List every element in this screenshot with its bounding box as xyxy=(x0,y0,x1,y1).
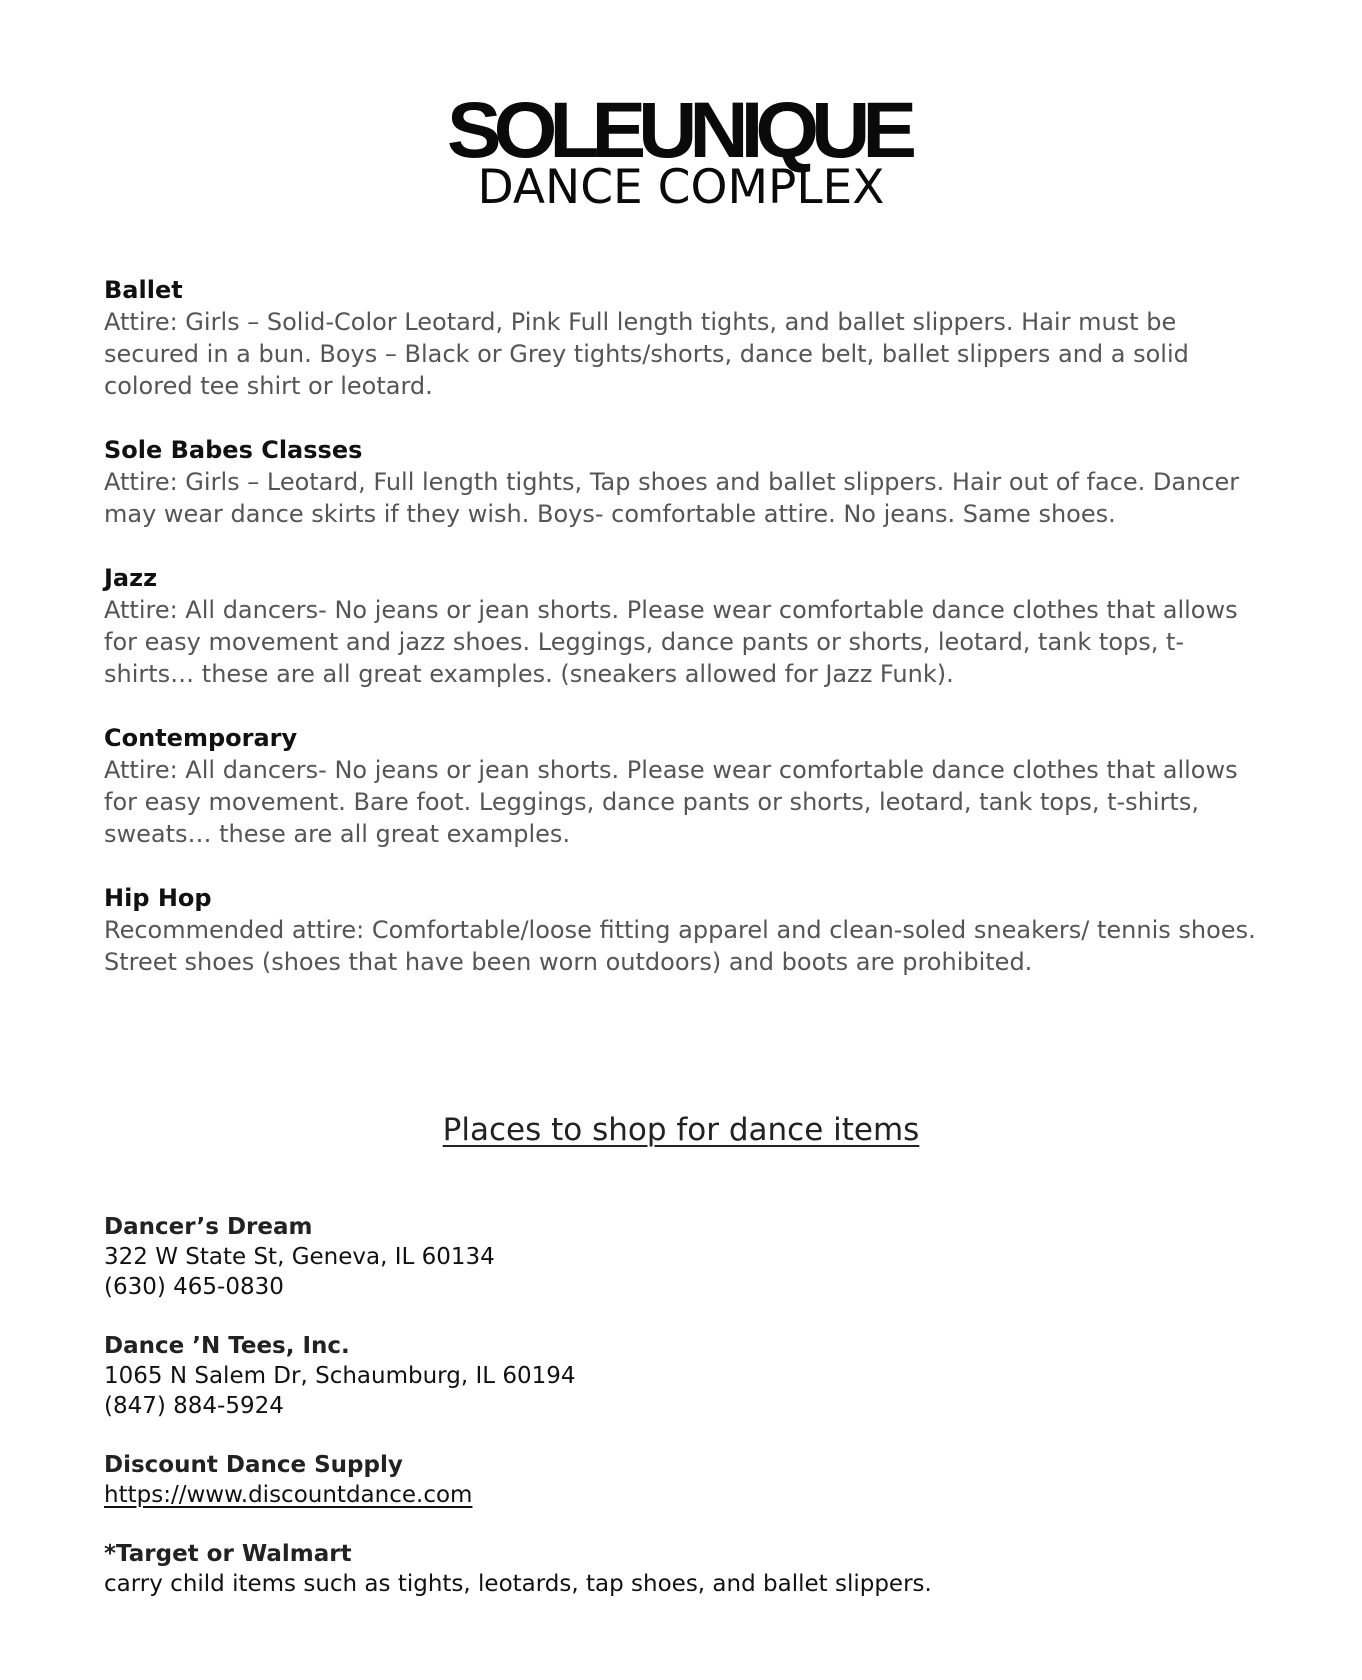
store-list xyxy=(104,1212,1264,1628)
store-dancers-dream xyxy=(104,1212,1264,1302)
store-name: Dancer’s Dream xyxy=(104,1214,313,1240)
store-address: 322 W State St, Geneva, IL 60134 xyxy=(104,1244,495,1270)
section-body: Recommended attire: Comfortable/loose fitting apparel and clean-soled sneakers/ tennis shoes. Street shoes (shoes that have been worn outdoors) and boots are prohibited. xyxy=(104,916,1256,976)
section-sole-babes xyxy=(104,434,1264,530)
store-target-walmart xyxy=(104,1539,1264,1599)
section-body: Attire: All dancers- No jeans or jean shorts. Please wear comfortable dance clothes that allows for easy movement and jazz shoes. Leggings, dance pants or shorts, leotard, tank tops, t-shirts… these are all great examples. (sneakers allowed for Jazz Funk). xyxy=(104,596,1238,688)
section-hip-hop xyxy=(104,882,1264,978)
shop-heading xyxy=(0,1110,1362,1150)
section-title: Ballet xyxy=(104,276,183,304)
section-ballet xyxy=(104,274,1264,402)
section-title: Sole Babes Classes xyxy=(104,436,363,464)
store-note: carry child items such as tights, leotards, tap shoes, and ballet slippers. xyxy=(104,1571,932,1597)
section-jazz xyxy=(104,562,1264,690)
store-phone: (630) 465-0830 xyxy=(104,1274,284,1300)
store-phone: (847) 884-5924 xyxy=(104,1393,284,1419)
store-name: Dance ’N Tees, Inc. xyxy=(104,1333,350,1359)
store-link-row xyxy=(104,1480,1264,1510)
store-dance-n-tees xyxy=(104,1331,1264,1421)
shop-heading-text: Places to shop for dance items xyxy=(442,1112,920,1148)
section-title: Contemporary xyxy=(104,724,298,752)
logo-subtitle: DANCE COMPLEX xyxy=(477,160,885,215)
store-website-link[interactable]: https://www.discountdance.com xyxy=(104,1482,473,1508)
store-address: 1065 N Salem Dr, Schaumburg, IL 60194 xyxy=(104,1363,576,1389)
section-body: Attire: Girls – Leotard, Full length tights, Tap shoes and ballet slippers. Hair out of face. Dancer may wear dance skirts if they wish. Boys- comfortable attire. No jeans. Same shoes. xyxy=(104,468,1240,528)
store-discount-dance-supply xyxy=(104,1450,1264,1510)
logo-wordmark: SOLEUNIQUE xyxy=(446,86,910,175)
section-contemporary xyxy=(104,722,1264,850)
section-title: Jazz xyxy=(104,564,158,592)
attire-sections xyxy=(104,274,1264,1010)
store-name: *Target or Walmart xyxy=(104,1541,352,1567)
section-body: Attire: All dancers- No jeans or jean shorts. Please wear comfortable dance clothes that allows for easy movement. Bare foot. Leggings, dance pants or shorts, leotard, tank tops, t-shirts, sweats… these are all great examples. xyxy=(104,756,1238,848)
store-name: Discount Dance Supply xyxy=(104,1452,403,1478)
logo xyxy=(0,86,1362,215)
section-body: Attire: Girls – Solid-Color Leotard, Pink Full length tights, and ballet slippers. Hair must be secured in a bun. Boys – Black or Grey tights/shorts, dance belt, ballet slippers and a solid colored tee shirt or leotard. xyxy=(104,308,1189,400)
section-title: Hip Hop xyxy=(104,884,212,912)
